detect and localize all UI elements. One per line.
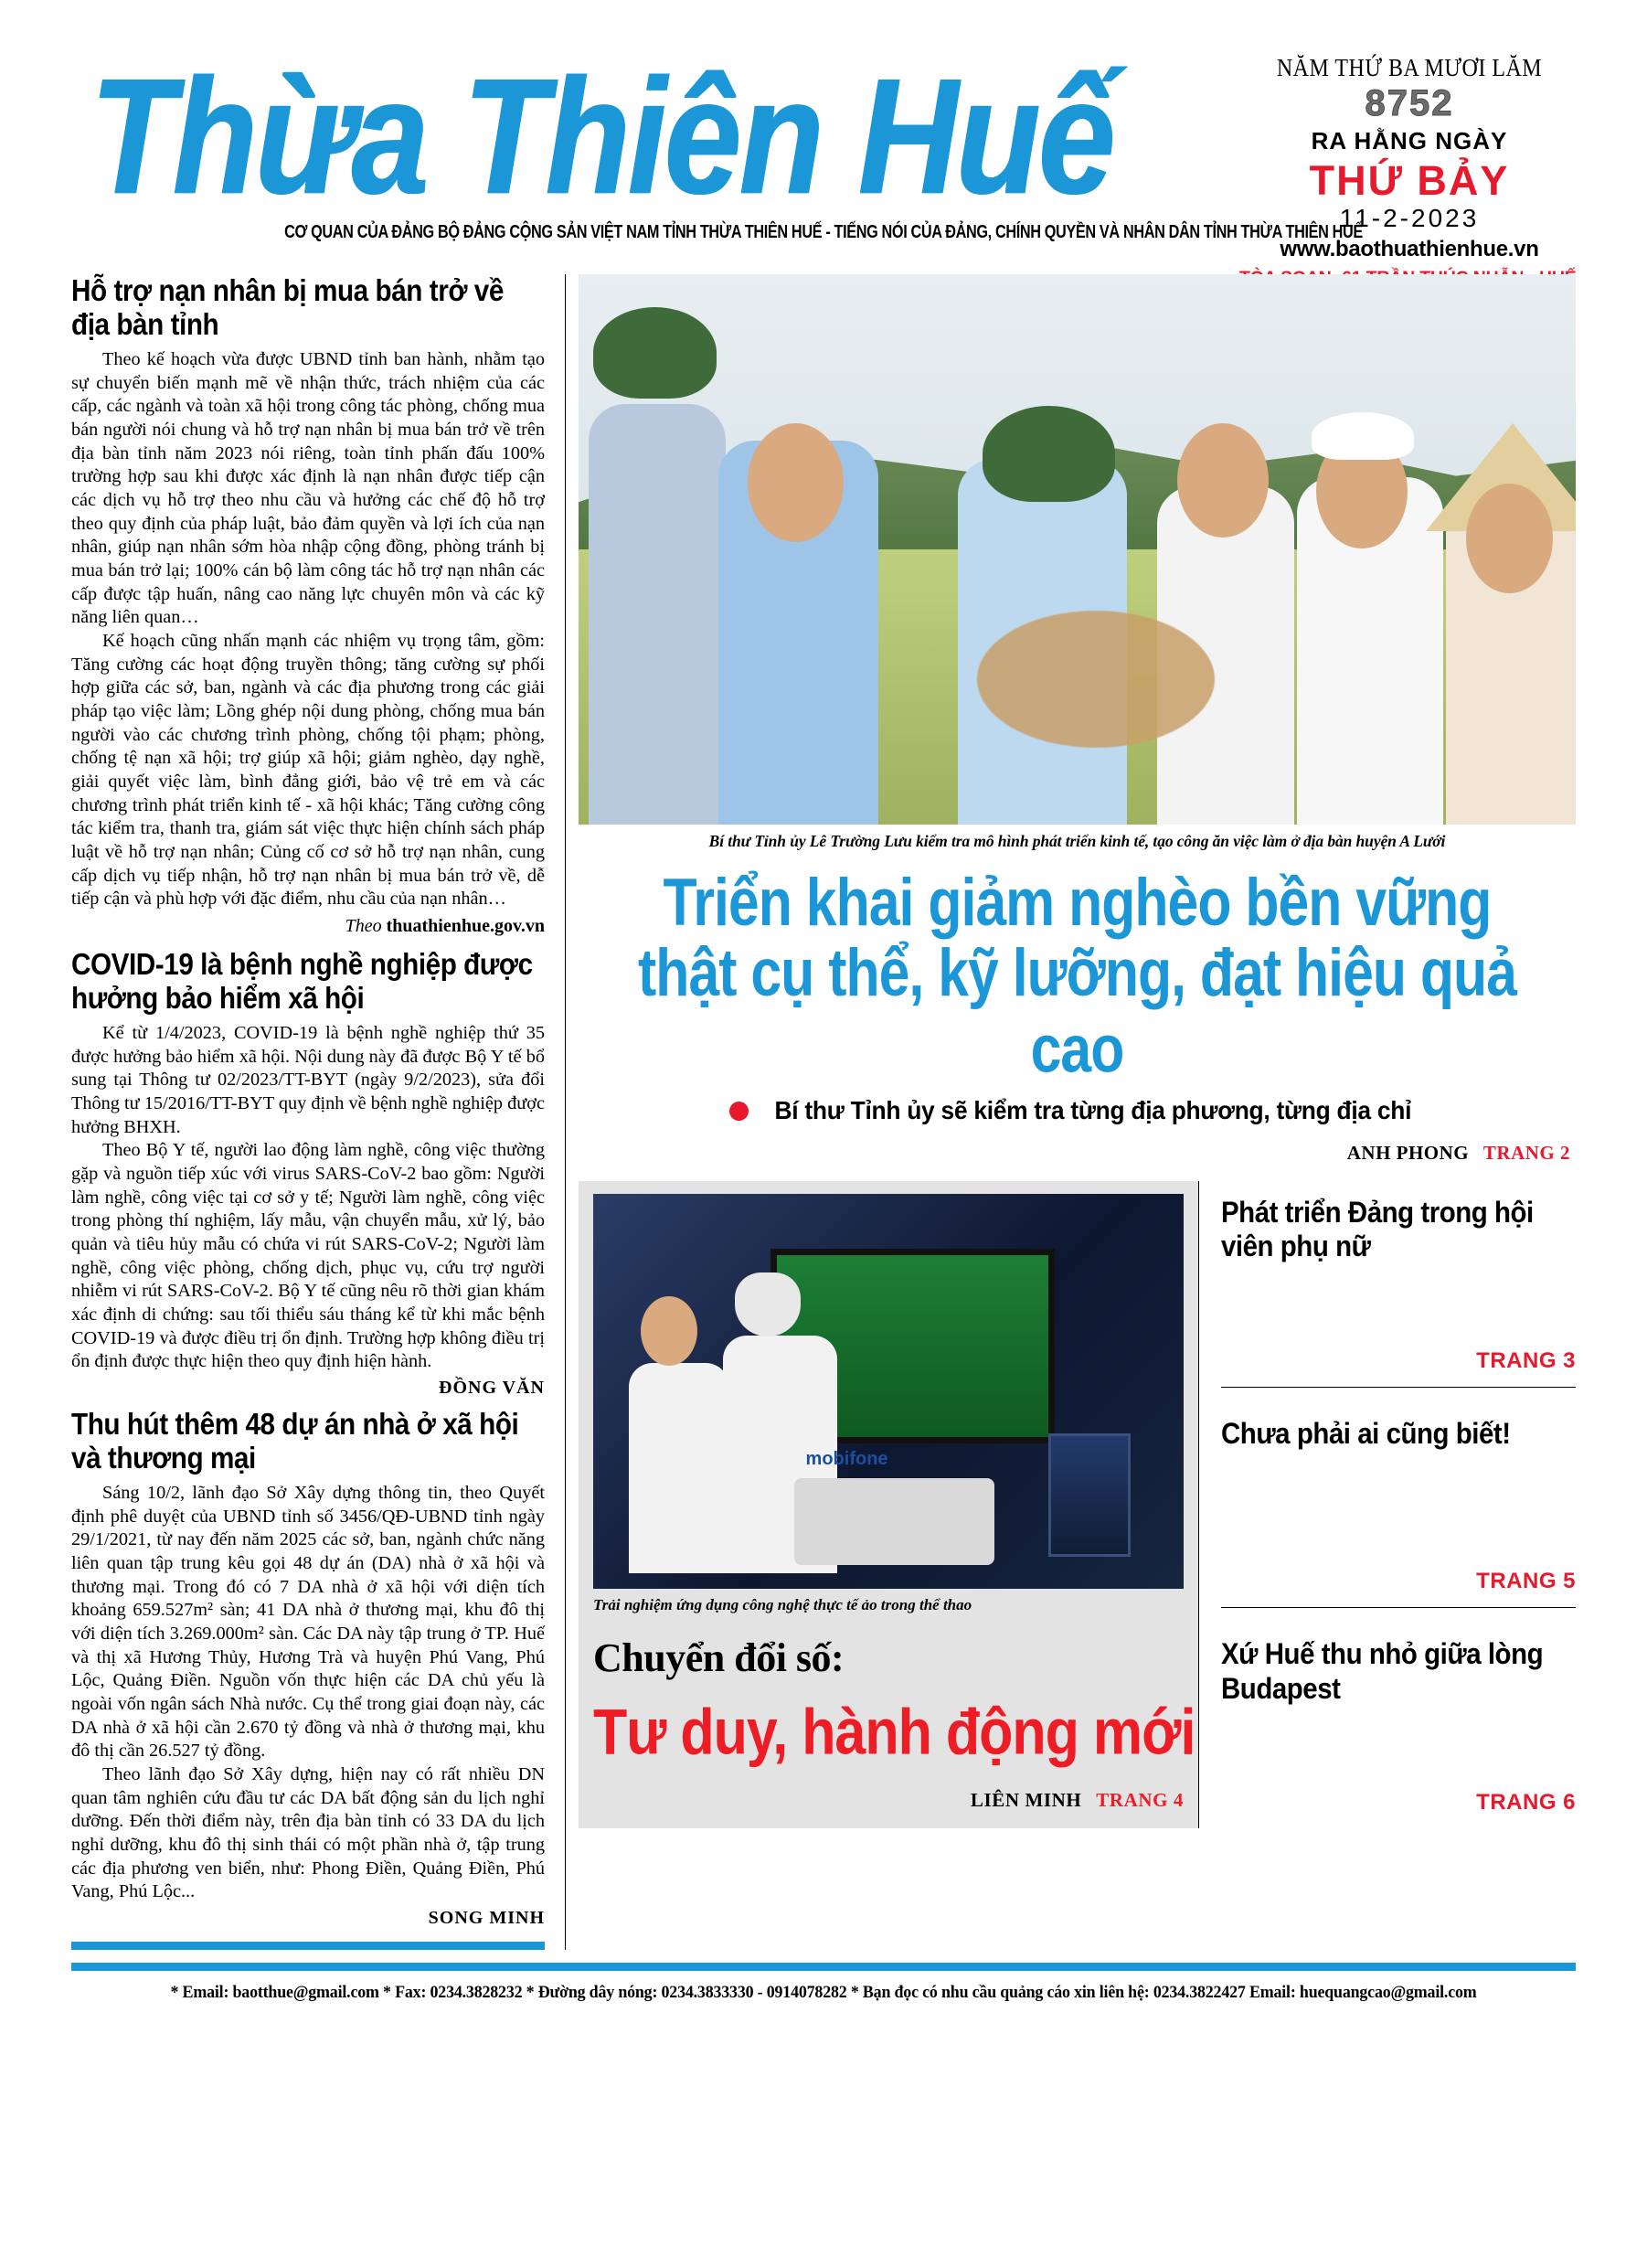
article2-paragraph: Theo Bộ Y tế, người lao động làm nghề, công việc thường gặp và nguồn tiếp xúc với virus SARS-CoV-2 bao gồm: Người làm nghề, công việc tại cơ sở y tế; Người làm nghề, công việc trong phòng thí nghiệm, lấy mẫu, vận chuyển mẫu, xử lý, bảo quản và tiêu hủy mẫu có chứa vi rút SARS-CoV-2; Người làm nghề, công việc phòng, chống dịch, phục vụ, cứu trợ người nhiễm vi rút SARS-CoV-2. Bộ Y tế cũng nêu rõ thời gian khám xác định di chứng: sau tối thiểu sáu tháng kể từ khi mắc bệnh COVID-19 và được điều trị ổn định. Trường hợp không điều trị ổn định được thực hiện theo quy định hiện hành. — [71, 1140, 545, 1372]
teaser-page-ref[interactable]: TRANG 6 — [1476, 1790, 1576, 1815]
article2-paragraph: Kể từ 1/4/2023, COVID-19 là bệnh nghề nghiệp thứ 35 được hưởng bảo hiểm xã hội. Nội dung này đã được Bộ Y tế bổ sung tại Thông tư 02/2023/TT-BYT (ngày 9/2/2023), sửa đổi Thông tư 15/2016/TT-BYT quy định về bệnh nghề nghiệp được hưởng BHXH. — [71, 1022, 545, 1137]
photo-head — [748, 423, 844, 542]
lead-photo-caption: Bí thư Tỉnh ủy Lê Trường Lưu kiểm tra mô hình phát triển kinh tế, tạo công ăn việc làm ở địa bàn huyện A Lưới — [708, 832, 1446, 850]
digital-credit — [593, 1789, 1184, 1812]
article1-paragraph: Kế hoạch cũng nhấn mạnh các nhiệm vụ trọng tâm, gồm: Tăng cường các hoạt động truyền thông; tăng cường sự phối hợp giữa các sở, ban, ngành và các địa phương trong các giải pháp tạo việc làm; Lồng ghép nội dung phòng, chống mua bán người vào các chương trình phòng, chống tội phạm; phòng, chống tệ nạn xã hội; trợ giúp xã hội; giảm nghèo, dạy nghề, giải quyết việc làm, bình đẳng giới, bảo vệ trẻ em và các chương trình phát triển kinh tế - xã hội khác; Tăng cường công tác kiểm tra, thanh tra, giám sát việc thực hiện chính sách pháp luật về hỗ trợ nạn nhân; Củng cố cơ sở hỗ trợ nạn nhân, cung cấp dịch vụ tiếp nhận, hỗ trợ nạn nhân bị mua bán trở về, dễ tiếp cận và phù hợp với đặc điểm, nhu cầu của nạn nhân… — [71, 630, 545, 910]
main-content — [71, 274, 1576, 1950]
photo-head — [1466, 484, 1553, 593]
left-column — [71, 274, 565, 1950]
teaser-title[interactable]: Xứ Huế thu nhỏ giữa lòng Budapest — [1221, 1637, 1544, 1705]
right-area — [565, 274, 1576, 1950]
masthead-subtitle: CƠ QUAN CỦA ĐẢNG BỘ ĐẢNG CỘNG SẢN VIỆT NAM TỈNH THỪA THIÊN HUẾ - TIẾNG NÓI CỦA ĐẢNG, CHÍNH QUYỀN VÀ NHÂN DÂN TỈNH THỪA THIÊN HUẾ — [284, 220, 1363, 242]
green-helmet-icon — [593, 307, 717, 399]
masthead — [71, 0, 1576, 274]
article-48-du-an — [71, 1408, 545, 1929]
teaser-item[interactable] — [1221, 1607, 1576, 1828]
article1-headline[interactable]: Hỗ trợ nạn nhân bị mua bán trở về địa bàn tỉnh — [71, 273, 504, 341]
vr-headset-icon — [735, 1272, 801, 1336]
bullet-dot-icon — [729, 1102, 749, 1121]
article-covid-benh-nghe-nghiep — [71, 948, 545, 1399]
frequency-label: RA HẰNG NGÀY — [1311, 127, 1508, 154]
vr-gaming-pc — [1048, 1433, 1131, 1558]
mobifone-logo: mobifone — [805, 1449, 888, 1470]
newspaper-logo — [90, 45, 1241, 229]
lead-credit — [579, 1142, 1576, 1165]
issue-date: 11-2-2023 — [1339, 204, 1480, 233]
article2-headline[interactable]: COVID-19 là bệnh nghề nghiệp được hưởng bảo hiểm xã hội — [71, 947, 533, 1015]
lead-author: ANH PHONG — [1346, 1142, 1470, 1165]
weekday-label: THỨ BẢY — [1309, 157, 1510, 204]
article3-headline[interactable]: Thu hút thêm 48 dự án nhà ở xã hội và thương mại — [71, 1407, 519, 1475]
lead-headline-line1[interactable]: Triển khai giảm nghèo bền vững — [663, 866, 1492, 941]
vr-photo — [593, 1194, 1184, 1589]
photo-head — [1177, 423, 1269, 538]
footer-divider — [71, 1963, 1576, 1971]
teaser-page-ref[interactable]: TRANG 3 — [1476, 1347, 1576, 1373]
vr-photo-caption: Trải nghiệm ứng dụng công nghệ thực tế ảo trong thể thao — [593, 1596, 972, 1614]
lead-subheadline[interactable]: Bí thư Tỉnh ủy sẽ kiểm tra từng địa phương, từng địa chỉ — [774, 1096, 1412, 1125]
article3-author: SONG MINH — [428, 1908, 545, 1929]
teaser-title[interactable]: Chưa phải ai cũng biết! — [1221, 1416, 1511, 1450]
digital-kicker: Chuyển đổi số: — [593, 1635, 845, 1681]
masthead-info-block — [1245, 54, 1574, 310]
article3-paragraph: Theo lãnh đạo Sở Xây dựng, hiện nay có rất nhiều DN quan tâm nghiên cứu đầu tư các DA bất động sản du lịch nghỉ dưỡng. Đến thời điểm này, trên địa bàn tỉnh có 33 DA du lịch nghỉ dưỡng, khu đô thị sinh thái có một phần nhà ở, tập trung các địa phương ven biển, như: Phong Điền, Quảng Điền, Phú Vang, Phú Lộc... — [71, 1763, 545, 1902]
source-name: thuathienhue.gov.vn — [386, 916, 545, 937]
teaser-title[interactable]: Phát triển Đảng trong hội viên phụ nữ — [1221, 1196, 1534, 1263]
year-line: NĂM THỨ BA MƯƠI LĂM — [1276, 54, 1543, 82]
footer-contact-line: * Email: baotthue@gmail.com * Fax: 0234.3828232 * Đường dây nóng: 0234.3833330 - 0914078282 * Bạn đọc có nhu cầu quảng cáo xin liên hệ: 0234.3822427 Email: huequangcao@gmail.com — [170, 1984, 1477, 2003]
article1-source — [71, 916, 545, 937]
source-prefix: Theo — [345, 916, 382, 937]
article2-author: ĐỒNG VĂN — [439, 1378, 545, 1399]
article3-paragraph: Sáng 10/2, lãnh đạo Sở Xây dựng thông tin, theo Quyết định phê duyệt của UBND tỉnh số 3456/QĐ-UBND tỉnh ngày 29/1/2021, từ nay đến năm 2025 các sở, ban, ngành chức năng liên quan tập trung kêu gọi 48 dự án (DA) nhà ở xã hội và thương mại. Trong đó có 7 DA nhà ở xã hội với diện tích khoảng 659.527m² sàn; 41 DA nhà ở thương mại, khu đô thị với diện tích 3.269.000m² sàn. Các DA này tập trung ở TP. Huế và thị xã Hương Thủy, Hương Trà và huyện Phú Vang, Phú Lộc, Quảng Điền. Nguồn vốn thực hiện các DA chủ yếu là ngoài vốn ngân sách Nhà nước. Cụ thể trong giai đoạn này, các DA nhà ở xã hội cần 2.670 tỷ đồng và nhà ở thương mại, khu đô thị cần 26.527 tỷ đồng. — [71, 1482, 545, 1762]
white-cap-icon — [1312, 412, 1414, 460]
lead-photo — [579, 274, 1576, 825]
newspaper-title: Thừa Thiên Huế — [90, 45, 1113, 229]
lead-headline-block — [579, 866, 1576, 1165]
vr-person — [629, 1363, 729, 1573]
vr-racing-rig — [794, 1478, 995, 1565]
lead-page-ref[interactable]: TRANG 2 — [1482, 1142, 1570, 1165]
lead-headline-line2[interactable]: thật cụ thể, kỹ lưỡng, đạt hiệu quả cao — [637, 935, 1517, 1087]
article1-paragraph: Theo kế hoạch vừa được UBND tỉnh ban hành, nhằm tạo sự chuyển biến mạnh mẽ về nhận thức, trách nhiệm của các cấp, các ngành và toàn xã hội trong công tác phòng, chống mua bán người nói chung và hỗ trợ nạn nhân bị mua bán trở về trên địa bàn tỉnh năm 2023 nói riêng, toàn tỉnh phấn đấu 100% trường hợp sau khi được xác định là nạn nhân được tiếp cận các dịch vụ hỗ trợ theo nhu cầu và hưởng các chế độ hỗ trợ theo quy định của pháp luật, bảo đảm quyền và lợi ích của nạn nhân, giúp nạn nhân sớm hòa nhập cộng đồng, phòng tránh bị mua bán trở lại; 100% cán bộ làm công tác hỗ trợ nạn nhân các cấp được tập huấn, nâng cao năng lực chuyên môn và các kỹ năng liên quan… — [71, 348, 545, 628]
issue-number: 8752 — [1365, 83, 1454, 123]
lead-subheadline-row — [579, 1096, 1576, 1125]
left-column-divider — [71, 1942, 545, 1950]
green-helmet-icon — [983, 406, 1115, 502]
digital-transformation-block — [579, 1181, 1198, 1828]
article-ho-tro-nan-nhan — [71, 274, 545, 937]
ginseng-roots — [977, 611, 1215, 748]
photo-person — [589, 404, 726, 825]
digital-author: LIÊN MINH — [970, 1789, 1082, 1812]
teaser-item[interactable] — [1221, 1387, 1576, 1608]
website-url[interactable]: www.baothuathienhue.vn — [1280, 237, 1539, 262]
digital-headline[interactable]: Tư duy, hành động mới — [593, 1695, 1195, 1768]
bottom-row — [579, 1181, 1576, 1828]
photo-head — [641, 1296, 697, 1366]
teaser-item[interactable] — [1221, 1181, 1576, 1387]
teaser-page-ref[interactable]: TRANG 5 — [1476, 1569, 1576, 1594]
teaser-column — [1198, 1181, 1576, 1828]
digital-page-ref[interactable]: TRANG 4 — [1096, 1789, 1184, 1812]
